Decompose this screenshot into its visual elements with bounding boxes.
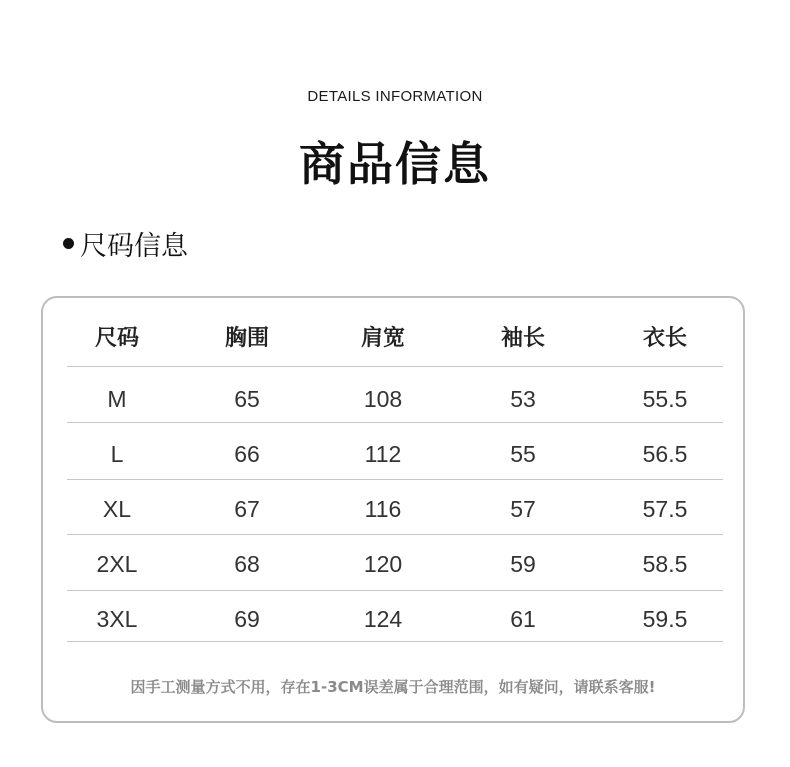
section-heading <box>63 224 188 263</box>
shoulder-cell: 120 <box>363 550 403 577</box>
shoulder-cell: 108 <box>363 385 403 412</box>
size-cell: L <box>110 440 124 467</box>
chest-cell: 65 <box>234 385 260 412</box>
measurement-note: 因手工测量方式不用，存在1-3CM误差属于合理范围，如有疑问，请联系客服! <box>130 678 656 696</box>
column-header-chest: 胸围 <box>224 325 269 351</box>
row-divider <box>67 422 723 423</box>
table-row <box>67 372 723 426</box>
shoulder-cell: 112 <box>364 440 402 467</box>
size-table-card <box>41 296 745 723</box>
table-row <box>67 592 723 646</box>
table-row <box>67 427 723 481</box>
section-label: 尺码信息 <box>80 231 188 262</box>
length-cell: 58.5 <box>642 550 688 577</box>
column-header-shoulder: 肩宽 <box>360 325 405 351</box>
page-title: 商品信息 <box>299 137 491 191</box>
row-divider <box>67 366 723 367</box>
column-header-length: 衣长 <box>642 325 687 351</box>
sleeve-cell: 61 <box>510 605 536 632</box>
sleeve-cell: 53 <box>510 385 536 412</box>
length-cell: 55.5 <box>642 385 688 412</box>
chest-cell: 68 <box>234 550 260 577</box>
size-cell: 2XL <box>96 550 138 577</box>
subtitle: DETAILS INFORMATION <box>307 88 483 105</box>
row-divider <box>67 590 723 591</box>
size-cell: 3XL <box>96 605 138 632</box>
row-divider <box>67 641 723 642</box>
column-header-sleeve: 袖长 <box>500 325 545 351</box>
chest-cell: 66 <box>234 440 260 467</box>
row-divider <box>67 479 723 480</box>
chest-cell: 69 <box>234 605 260 632</box>
row-divider <box>67 534 723 535</box>
length-cell: 59.5 <box>642 605 688 632</box>
bullet-icon <box>63 238 74 249</box>
column-header-size: 尺码 <box>94 325 139 351</box>
table-row <box>67 537 723 591</box>
length-cell: 56.5 <box>642 440 688 467</box>
shoulder-cell: 124 <box>363 605 403 632</box>
size-cell: M <box>107 385 127 412</box>
sleeve-cell: 57 <box>510 495 536 522</box>
length-cell: 57.5 <box>642 495 688 522</box>
sleeve-cell: 55 <box>510 440 536 467</box>
size-cell: XL <box>102 495 132 522</box>
chest-cell: 67 <box>234 495 260 522</box>
sleeve-cell: 59 <box>510 550 536 577</box>
table-row <box>67 482 723 536</box>
table-header-row <box>67 314 723 358</box>
shoulder-cell: 116 <box>364 495 402 522</box>
